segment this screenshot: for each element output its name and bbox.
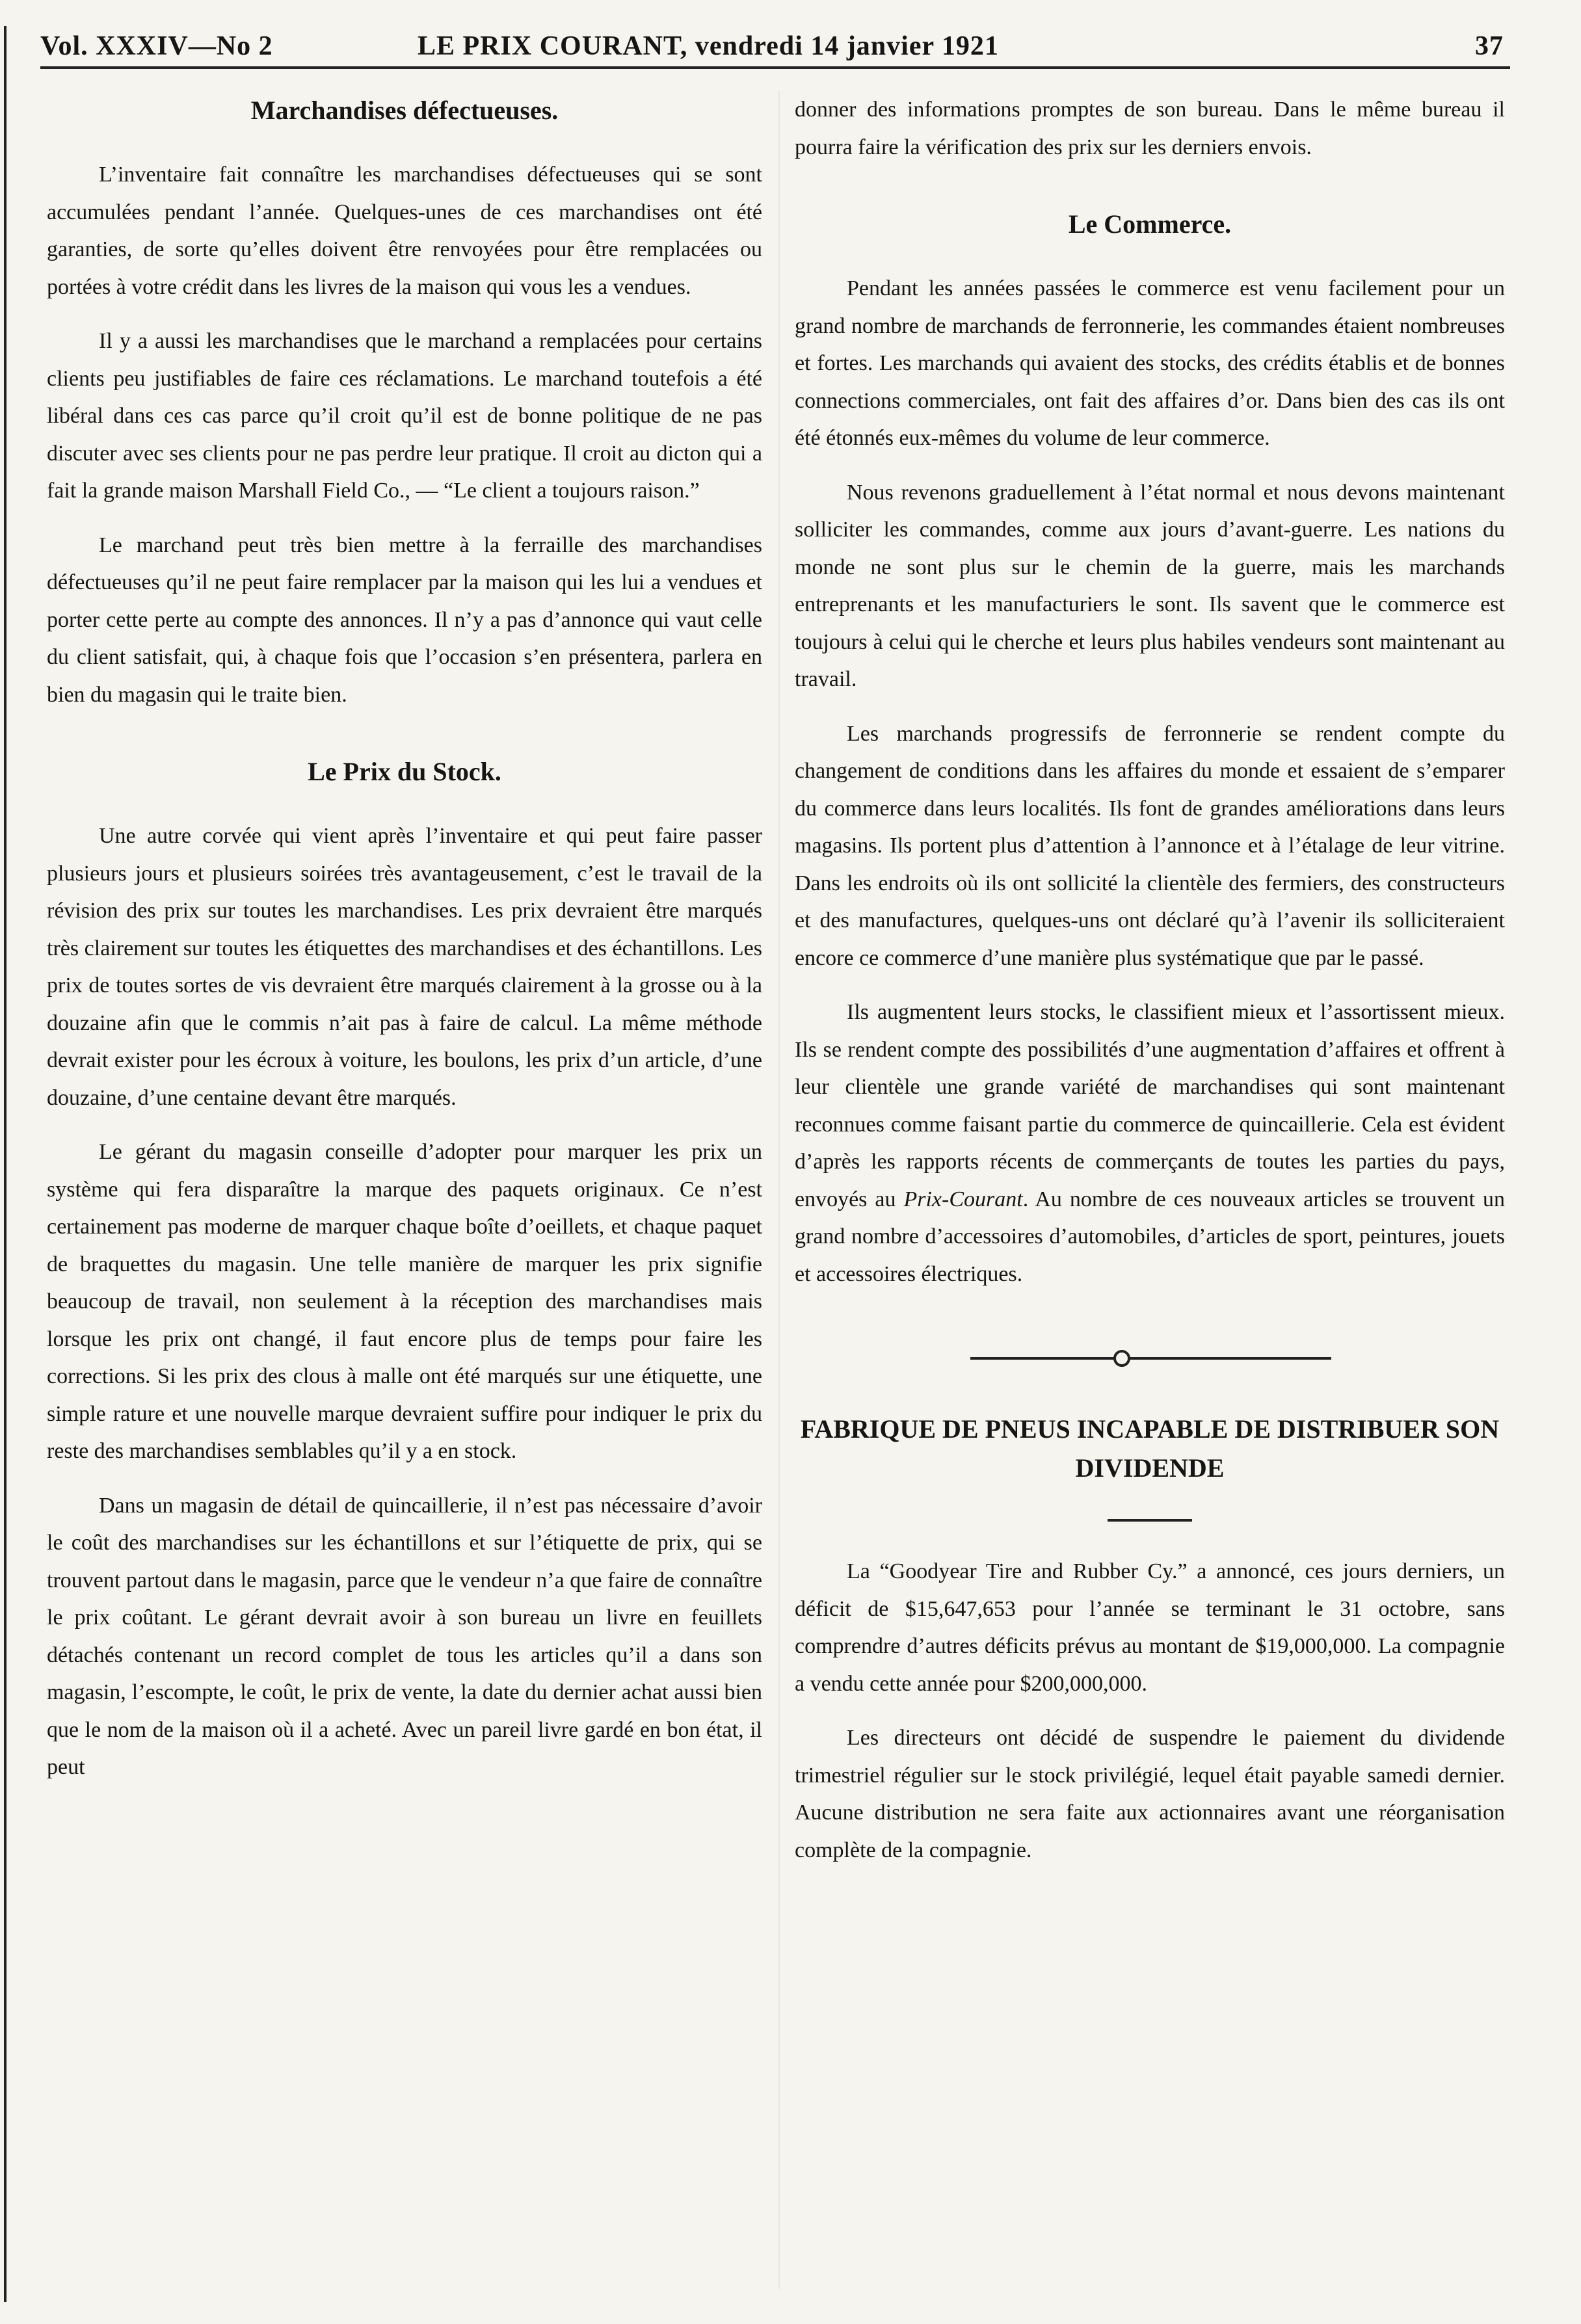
paragraph: Dans un magasin de détail de quincaillerie, il n’est pas nécessaire d’avoir le coût des marchandises sur les échantillons et sur l’étiquette de prix, qui se trouvent partout dans le magasin, parce que le vendeur n’a que faire de connaître le prix coûtant. Le gérant devrait avoir à son bureau un livre en feuillets détachés contenant un record complet de tous les articles qu’il a dans son magasin, l’escompte, le coût, le prix de vente, la date du dernier achat aussi bien que le nom de la maison où il a acheté. Avec un pareil livre gardé en bon état, il peut: [47, 1493, 762, 1779]
article-headline: FABRIQUE DE PNEUS INCAPABLE DE DISTRIBUER SON DIVIDENDE: [800, 1414, 1500, 1483]
volume-number: Vol. XXXIV—No 2: [40, 31, 273, 61]
page-number: 37: [1475, 31, 1504, 61]
newspaper-page: [40, 26, 1510, 2289]
page-left-border: [4, 26, 7, 2302]
paragraph: Le marchand peut très bien mettre à la ferraille des marchandises défectueuses qu’il ne peut faire remplacer par la maison qui les lui a vendues et porter cette perte au compte des annonces. Il n’y a pas d’annonce qui vaut celle du client satisfait, qui, à chaque fois que l’occasion s’en présentera, parlera en bien du magasin qui le traite bien.: [47, 533, 762, 707]
paragraph: Il y a aussi les marchandises que le marchand a remplacées pour certains clients peu justifiables de faire ces réclamations. Le marchand toutefois a été libéral dans ces cas parce qu’il croit qu’il est de bonne politique de ne pas discuter avec ses clients pour ne pas perdre leur pratique. Il croit au dicton qui a fait la grande maison Marshall Field Co., — “Le client a toujours raison.”: [47, 329, 762, 503]
paragraph: Les marchands progressifs de ferronnerie se rendent compte du changement de conditions dans les affaires du monde et essaient de s’emparer du commerce dans leurs localités. Ils font de grandes améliorations dans leurs magasins. Ils portent plus d’attention à l’annonce et à l’étalage de leur vitrine. Dans les endroits où ils ont sollicité la clientèle des fermiers, des constructeurs et des manufactures, quelques-uns ont déclaré qu’à l’avenir ils solliciteraient encore ce commerce d’une manière plus systématique que par le passé.: [795, 721, 1505, 970]
left-column: [47, 91, 762, 1803]
continued-paragraph: donner des informations promptes de son bureau. Dans le même bureau il pourra faire la vérification des prix sur les derniers envois.: [795, 98, 1505, 159]
page-header: [40, 26, 1510, 69]
paragraph: Les directeurs ont décidé de suspendre le paiement du dividende trimestriel régulier sur le stock privilégié, lequel était payable samedi dernier. Aucune distribution ne sera faite aux actionnaires avant une réorganisation complète de la compagnie.: [795, 1726, 1505, 1862]
headline-rule: [1108, 1519, 1192, 1522]
section-title-commerce: Le Commerce.: [1068, 209, 1232, 239]
paragraph: Nous revenons graduellement à l’état normal et nous devons maintenant solliciter les commandes, comme aux jours d’avant-guerre. Les nations du monde ne sont plus sur le chemin de la guerre, mais les marchands entreprenants et les manufacturiers le sont. Ils savent que le commerce est toujours à celui qui le cherche et leurs plus habiles vendeurs sont maintenant au travail.: [795, 480, 1505, 691]
right-column: [795, 91, 1505, 1886]
paragraph-text: . Au nombre de ces nouveaux articles se trouvent un grand nombre d’accessoires d’automobiles, d’articles de sport, peintures, jouets et accessoires électriques.: [795, 1187, 1505, 1286]
publication-title-date: LE PRIX COURANT, vendredi 14 janvier 1921: [418, 31, 999, 61]
paragraph: L’inventaire fait connaître les marchandises défectueuses qui se sont accumulées pendant l’année. Quelques-unes de ces marchandises ont été garanties, de sorte qu’elles doivent être renvoyées pour être remplacées ou portées à votre crédit dans les livres de la maison qui vous les a vendues.: [47, 163, 762, 299]
publication-name: Prix-Courant: [903, 1187, 1023, 1211]
paragraph: [795, 994, 1505, 1293]
section-title-stock-price: Le Prix du Stock.: [308, 757, 501, 786]
paragraph: Pendant les années passées le commerce est venu facilement pour un grand nombre de marchands de ferronnerie, les commandes étaient nombreuses et fortes. Les marchands qui avaient des stocks, des crédits établis et de bonnes connections commerciales, ont fait des affaires d’or. Dans bien des cas ils ont été étonnés eux-mêmes du volume de leur commerce.: [795, 276, 1505, 450]
ornamental-divider: [795, 1345, 1505, 1371]
column-rule: [778, 91, 780, 2289]
section-title-defective: Marchandises défectueuses.: [250, 96, 559, 125]
paragraph: Le gérant du magasin conseille d’adopter pour marquer les prix un système qui fera disparaître la marque des paquets originaux. Ce n’est certainement pas moderne de marquer chaque boîte d’oeillets, et chaque paquet de braquettes du magasin. Une telle manière de marquer les prix signifie beaucoup de travail, non seulement à la réception des marchandises mais lorsque les prix ont changé, il faut encore plus de temps pour faire les corrections. Si les prix des clous à malle ont été marqués sur une étiquette, une simple rature et une nouvelle marque devraient suffire pour indiquer le prix du reste des marchandises semblables qu’il y a en stock.: [47, 1140, 762, 1463]
paragraph: Une autre corvée qui vient après l’inventaire et qui peut faire passer plusieurs jours et plusieurs soirées très avantageusement, c’est le travail de la révision des prix sur toutes les marchandises. Les prix devraient être marqués très clairement sur toutes les étiquettes des marchandises et des échantillons. Les prix de toutes sortes de vis devraient être marqués clairement à la grosse ou à la douzaine afin que le commis n’ait pas à faire de calcul. La même méthode devrait exister pour les écroux à voiture, les boulons, les prix d’un article, d’une douzaine, d’une centaine devant être marqués.: [47, 824, 762, 1110]
paragraph-text: Ils augmentent leurs stocks, le classifient mieux et l’assortissent mieux. Ils se rendent compte des possibilités d’une augmentation d’affaires et offrent à leur clientèle une grande variété de marchandises qui sont maintenant reconnues comme faisant partie du commerce de quincaillerie. Cela est évident d’après les rapports récents de commerçants de toutes les parties du pays, envoyés au: [795, 1000, 1505, 1211]
paragraph: La “Goodyear Tire and Rubber Cy.” a annoncé, ces jours derniers, un déficit de $15,647,653 pour l’année se terminant le 31 octobre, sans comprendre d’autres déficits prévus au montant de $19,000,000. La compagnie a vendu cette année pour $200,000,000.: [795, 1559, 1505, 1696]
